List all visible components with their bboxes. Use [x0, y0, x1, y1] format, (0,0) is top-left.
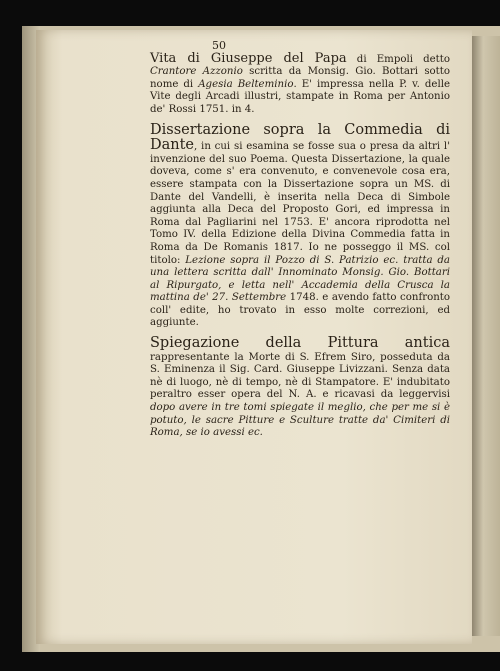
- entry-italic: Lezione sopra il Pozzo di S. Patrizio ec. tratta da una lettera scritta dall' Innominato Monsig. Gio. Bottari al Ripurgato, e letta nell' Accademia della Crusca la mattina de' 27. Settembre: [150, 254, 450, 304]
- entry-title: Spiegazione della Pittura antica: [150, 335, 450, 352]
- entry-vita-del-papa: [150, 50, 451, 117]
- entry-title: Vita di Giuseppe del Papa: [150, 50, 347, 66]
- entry-text: rappresentante la Morte di S. Efrem Siro, posseduta da S. Eminenza il Sig. Card. Giuseppe Livizzani. Senza data nè di luogo, nè di tempo, nè di Stampatore. E' indubitato peraltro esser opera del N. A. e ricavasi da leggervisi: [150, 351, 450, 401]
- entry-italic: Crantore Azzonio: [150, 66, 243, 78]
- facing-page-edge: [472, 36, 500, 636]
- entry-text: scritta da Monsig. Gio. Bottari sotto nome di: [150, 66, 450, 90]
- entry-text: . E' impressa nella P. v. delle Vite degli Arcadi illustri, stampate in Roma per Antonio de' Rossi 1751. in 4.: [150, 78, 451, 115]
- entry-text: di Empoli detto: [346, 53, 450, 65]
- page-text: [150, 40, 450, 446]
- entry-spiegazione: [150, 336, 450, 440]
- entry-title: Dissertazione sopra la Commedia di Dante: [150, 121, 450, 154]
- entry-italic: Agesia Belteminio: [198, 78, 294, 90]
- entry-dissertazione: [150, 123, 450, 331]
- entry-italic: dopo avere in tre tomi spiegate il meglio, che per me si è potuto, le sacre Pitture e Sculture tratte da' Cimiteri di Roma, se io avessi ec.: [150, 402, 450, 439]
- entry-text: 1748. e avendo fatto confronto coll' edite, ho trovato in esso molte correzioni, ed aggiunte.: [150, 292, 451, 329]
- entry-text: , in cui si esamina se fosse sua o presa da altri l' invenzione del suo Poema. Questa Dissertazione, la quale doveva, come s' era convenuto, e convenevole cosa era, essere stampata con la Dissertazione sopra un MS. di Dante del Vandelli, è inserita nella Deca di Simbole aggiunta alla Deca del Proposto Gori, ed impressa in Roma dal Pagliarini nel 1753. E' ancora riprodotta nel Tomo IV. della Edizione della Divina Commedia fatta in Roma da De Romanis 1817. Io ne posseggo il MS. col titolo:: [150, 141, 450, 266]
- page-number: 50: [212, 39, 226, 52]
